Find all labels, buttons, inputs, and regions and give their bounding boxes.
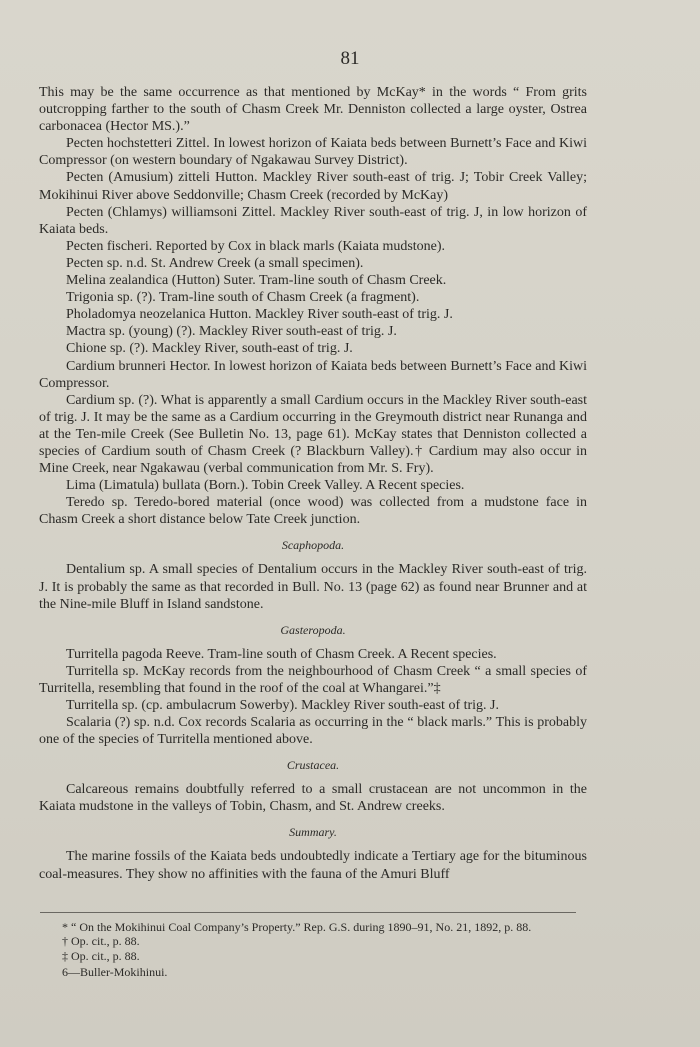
page-number: 81 [340, 48, 360, 69]
paragraph-5: Pecten fischeri. Reported by Cox in black marls (Kaiata mudstone). [66, 238, 446, 254]
paragraph-14: Lima (Limatula) bullata (Born.). Tobin Creek Valley. A Recent species. [66, 478, 465, 494]
heading-summary: Summary. [289, 825, 337, 840]
paragraph-8: Trigonia sp. (?). Tram-line south of Chasm Creek (a fragment). [66, 290, 420, 306]
paragraph-gasteropoda-3: Turritella sp. (cp. ambulacrum Sowerby). Mackley River south-east of trig. J. [66, 698, 500, 713]
paragraph-11: Chione sp. (?). Mackley River, south-east of trig. J. [66, 341, 353, 357]
heading-gasteropoda: Gasteropoda. [280, 622, 346, 637]
paragraph-10: Mactra sp. (young) (?). Mackley River south-east of trig. J. [66, 324, 397, 340]
heading-scaphopoda: Scaphopoda. [281, 538, 345, 553]
paragraph-12: Cardium brunneri Hector. In lowest horizon of Kaiata beds between Burnett’s Face and Kiwi Compressor. [39, 358, 587, 391]
paragraph-15: Teredo sp. Teredo-bored material (once wood) was collected from a mudstone face in Chasm Creek a short distance below Tate Creek junction. [39, 495, 587, 528]
paragraph-9: Pholadomya neozelanica Hutton. Mackley River south-east of trig. J. [66, 307, 453, 323]
footnotes [62, 920, 582, 979]
paragraph-crustacea: Calcareous remains doubtfully referred to a small crustacean are not uncommon in the Kaiata mudstone in the valleys of Tobin, Chasm, and St. Andrew creeks. [39, 782, 587, 815]
paragraph-6: Pecten sp. n.d. St. Andrew Creek (a small specimen). [66, 255, 364, 271]
footnote-divider [40, 912, 576, 913]
body-text [39, 84, 587, 883]
paragraph-13: Cardium sp. (?). What is apparently a small Cardium occurs in the Mackley River south-east of trig. J. It may be the same as a Cardium occurring in the Greymouth district near Runanga and at the Ten-mile Creek (See Bulletin No. 13, page 61). McKay states that Denniston collected a species of Cardium south of Chasm Creek (? Blackburn Valley).† Cardium may also occur in Mine Creek, near Ngakawau (verbal communication from Mr. S. Fry). [39, 392, 587, 477]
paragraph-3: Pecten (Amusium) zitteli Hutton. Mackley River south-east of trig. J; Tobir Creek Valley; Mokihinui River above Seddonville; Chasm Creek (recorded by McKay) [39, 170, 587, 203]
paragraph-scaphopoda: Dentalium sp. A small species of Dentalium occurs in the Mackley River south-east of trig. J. It is probably the same as that recorded in Bull. No. 13 (page 62) as found near Brunner and at the Nine-mile Bluff in Island sandstone. [39, 562, 587, 612]
paragraph-gasteropoda-1: Turritella pagoda Reeve. Tram-line south of Chasm Creek. A Recent species. [66, 646, 497, 662]
paragraph-gasteropoda-2: Turritella sp. McKay records from the neighbourhood of Chasm Creek “ a small species of Turritella, resembling that found in the roof of the coal at Whangarei.”‡ [39, 663, 587, 696]
footnote-3: ‡ Op. cit., p. 88. [62, 948, 140, 963]
paragraph-4: Pecten (Chlamys) williamsoni Zittel. Mackley River south-east of trig. J, in low horizon of Kaiata beds. [39, 204, 587, 237]
footnote-2: † Op. cit., p. 88. [62, 934, 140, 949]
paragraph-1: This may be the same occurrence as that mentioned by McKay* in the words “ From grits outcropping farther to the south of Chasm Creek Mr. Denniston collected a large oyster, Ostrea carbonacea (Hector MS.).” [39, 85, 587, 135]
heading-crustacea: Crustacea. [286, 758, 340, 773]
paragraph-gasteropoda-4: Scalaria (?) sp. n.d. Cox records Scalaria as occurring in the “ black marls.” This is probably one of the species of Turritella mentioned above. [39, 715, 587, 748]
footnote-1: * “ On the Mokihinui Coal Company’s Property.” Rep. G.S. during 1890–91, No. 21, 1892, p. 88. [62, 920, 532, 934]
signature-mark: 6—Buller-Mokihinui. [62, 964, 168, 979]
paragraph-summary: The marine fossils of the Kaiata beds undoubtedly indicate a Tertiary age for the bituminous coal-measures. They show no affinities with the fauna of the Amuri Bluff [39, 849, 587, 882]
paragraph-7: Melina zealandica (Hutton) Suter. Tram-line south of Chasm Creek. [66, 273, 447, 289]
paragraph-2: Pecten hochstetteri Zittel. In lowest horizon of Kaiata beds between Burnett’s Face and Kiwi Compressor (on western boundary of Ngakawau Survey District). [39, 136, 587, 169]
